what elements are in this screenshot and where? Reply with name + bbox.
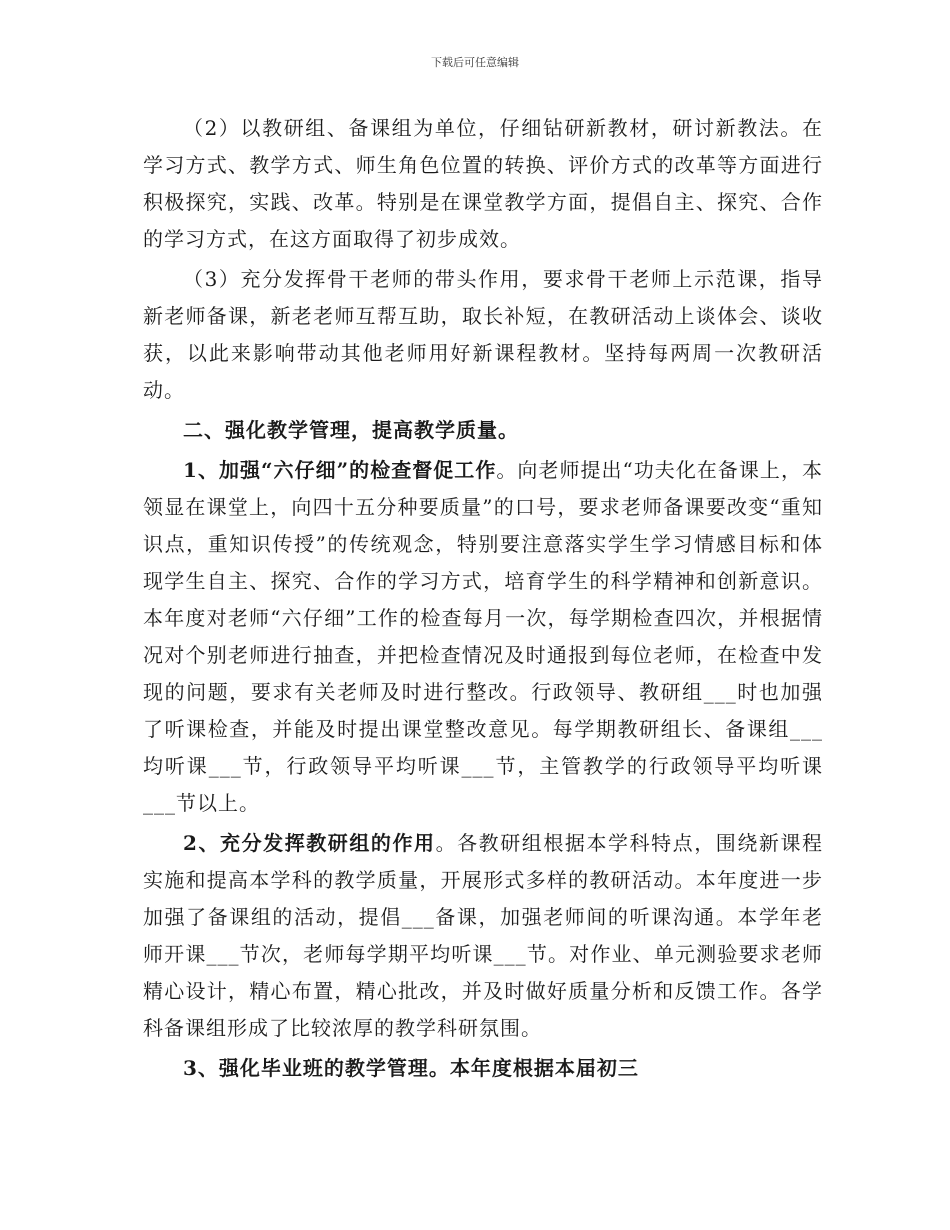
paragraph-3: （3）充分发挥骨干老师的带头作用，要求骨干老师上示范课，指导新老师备课，新老老师互帮互助，取长补短，在教研活动上谈体会、谈收获，以此来影响带动其他老师用好新课程教材。坚持每两周一次教研活动。 [143,267,823,402]
item-2-body: 。各教研组根据本学科特点，围绕新课程实施和提高本学科的教学质量，开展形式多样的教研活动。本年度进一步加强了备课组的活动，提倡___备课，加强老师间的听课沟通。本学年老师开课___节次，老师每学期平均听课___节。对作业、单元测验要求老师精心设计，精心布置，精心批改，并及时做好质量分析和反馈工作。各学科备课组形成了比较浓厚的教学科研氛围。 [143,831,824,1040]
paragraph-item-3: 3、强化毕业班的教学管理。本年度根据本届初三 [183,1056,639,1080]
paragraph-item-1 [143,452,823,822]
item-2-heading: 2、充分发挥教研组的作用 [183,831,436,855]
paragraph-2: （2）以教研组、备课组为单位，仔细钻研新教材，研讨新教法。在学习方式、教学方式、师生角色位置的转换、评价方式的改革等方面进行积极探究，实践、改革。特别是在课堂教学方面，提倡自主、探究、合作的学习方式，在这方面取得了初步成效。 [143,116,823,251]
page-header: 下载后可任意编辑 [431,56,519,69]
item-1-body: 。向老师提出“功夫化在备课上，本领显在课堂上，向四十五分种要质量”的口号，要求老师备课要改变“重知识点，重知识传授”的传统观念，特别要注意落实学生学习情感目标和体现学生自主、探究、合作的学习方式，培育学生的科学精神和创新意识。本年度对老师“六仔细”工作的检查每月一次，每学期检查四次，并根据情况对个别老师进行抽查，并把检查情况及时通报到每位老师，在检查中发现的问题，要求有关老师及时进行整改。行政领导、教研组___时也加强了听课检查，并能及时提出课堂整改意见。每学期教研组长、备课组___均听课___节，行政领导平均听课___节，主管教学的行政领导平均听课___节以上。 [143,458,823,815]
item-1-heading: 1、加强“六仔细”的检查督促工作 [183,458,497,482]
document-body [143,110,823,1087]
paragraph-item-2 [143,825,823,1047]
section-heading-2: 二、强化教学管理，提高教学质量。 [183,418,519,442]
